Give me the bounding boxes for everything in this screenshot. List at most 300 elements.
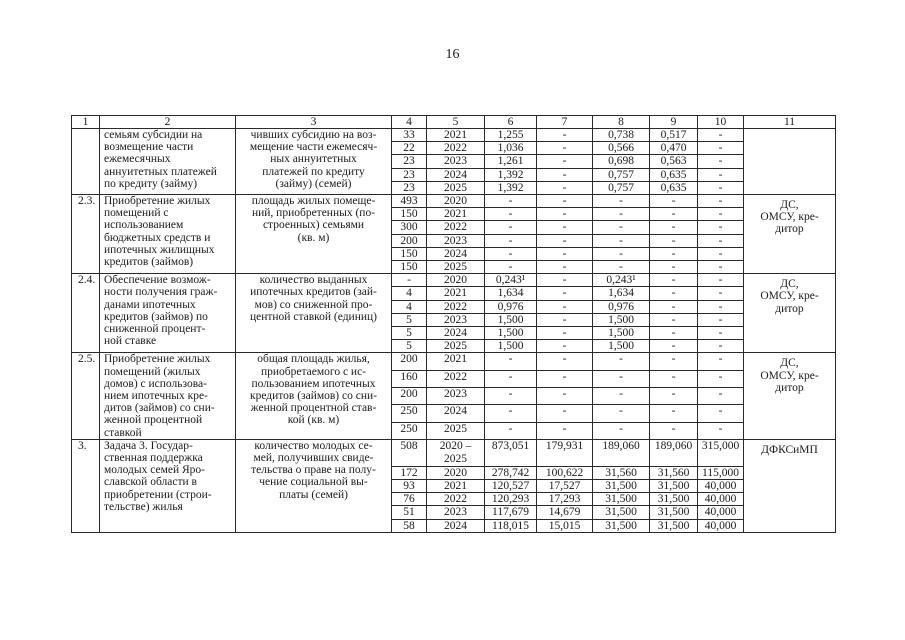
value-col6: - [485, 208, 537, 221]
indicator-name-line: (кв. м) [297, 231, 330, 244]
column-header-8: 8 [593, 116, 650, 129]
indicator-name-line: (займу) (семей) [275, 177, 352, 190]
year-col5: 2023 [427, 234, 485, 247]
value-col7: - [537, 142, 593, 155]
year-col5: 2020 – 2025 [427, 439, 485, 466]
value-col7: - [537, 405, 593, 422]
value-col8: - [593, 234, 650, 247]
value-col4: 250 [392, 422, 427, 439]
year-col5: 2020 [427, 195, 485, 208]
value-col9: - [650, 221, 698, 234]
value-col10: - [698, 155, 744, 168]
value-col7: - [537, 208, 593, 221]
value-col9: - [650, 300, 698, 313]
indicator-name-line: кой (кв. м) [287, 414, 340, 427]
value-col8: 0,698 [593, 155, 650, 168]
value-col4: 200 [392, 234, 427, 247]
value-col4: 51 [392, 506, 427, 519]
indicator-name-line: ипотечных кредитов (зай- [250, 286, 377, 299]
value-col6: - [485, 388, 537, 405]
value-col6: 117,679 [485, 506, 537, 519]
value-col8: 1,500 [593, 313, 650, 326]
value-col8: 0,976 [593, 300, 650, 313]
value-col6: 120,293 [485, 493, 537, 506]
value-col9: - [650, 422, 698, 439]
item-name-line: нием ипотечных кре- [104, 390, 208, 403]
indicator-name [236, 274, 392, 353]
value-col8: 31,500 [593, 506, 650, 519]
value-col4: 23 [392, 181, 427, 194]
value-col6: 1,392 [485, 181, 537, 194]
value-col8: 1,500 [593, 327, 650, 340]
item-name-line: ставкой [104, 426, 142, 439]
value-col10: - [698, 300, 744, 313]
item-name-line: славской области в [104, 476, 197, 489]
value-col7: 14,679 [537, 506, 593, 519]
value-col4: 250 [392, 405, 427, 422]
item-name-line: сниженной процент- [104, 323, 206, 336]
value-col6: 1,500 [485, 327, 537, 340]
value-col6: 120,527 [485, 480, 537, 493]
value-col8: - [593, 247, 650, 260]
executor [744, 439, 836, 532]
value-col7: - [537, 247, 593, 260]
executor-line: дитор [775, 302, 804, 315]
indicator-name [236, 439, 392, 532]
column-header-4: 4 [392, 116, 427, 129]
year-col5: 2023 [427, 388, 485, 405]
column-header-10: 10 [698, 116, 744, 129]
executor [744, 129, 836, 195]
indicator-name-line: чивших субсидию на воз- [250, 129, 377, 141]
value-col6: - [485, 370, 537, 387]
indicator-name-line: ний, приобретенных (по- [251, 207, 376, 220]
item-number: 2.5. [72, 353, 100, 439]
value-col9: - [650, 195, 698, 208]
value-col10: - [698, 234, 744, 247]
indicator-name-line: пользованием ипотечных [251, 377, 376, 390]
value-col8: - [593, 422, 650, 439]
year-col5: 2020 [427, 466, 485, 479]
value-col8: - [593, 208, 650, 221]
item-name-line: ственная поддержка [104, 452, 203, 465]
value-col6: - [485, 234, 537, 247]
value-col6: 1,036 [485, 142, 537, 155]
indicator-name-line: центной ставкой (единиц) [249, 310, 378, 323]
value-col10: 315,000 [698, 439, 744, 466]
indicator-name-line: мещение части ежемесяч- [249, 141, 378, 154]
value-col10: - [698, 287, 744, 300]
column-header-5: 5 [427, 116, 485, 129]
indicator-name-line: количество молодых се- [254, 439, 373, 452]
item-number: 2.3. [72, 195, 100, 274]
indicator-name-line: строенных) семьями [262, 219, 365, 232]
value-col4: 150 [392, 247, 427, 260]
value-col4: 23 [392, 155, 427, 168]
value-col8: 1,634 [593, 287, 650, 300]
value-col6: - [485, 422, 537, 439]
value-col4: 150 [392, 261, 427, 274]
item-name-line: помещений (жилых [104, 365, 201, 378]
year-col5: 2024 [427, 405, 485, 422]
column-header-1: 1 [72, 116, 100, 129]
value-col4: 300 [392, 221, 427, 234]
value-col4: 5 [392, 313, 427, 326]
item-name [100, 439, 236, 532]
column-header-2: 2 [100, 116, 236, 129]
indicator-name [236, 195, 392, 274]
value-col4: 76 [392, 493, 427, 506]
executor [744, 353, 836, 439]
table-row [72, 353, 836, 370]
value-col6: - [485, 221, 537, 234]
column-header-row [72, 116, 836, 129]
item-name-line: ной ставке [104, 335, 157, 348]
table-body [72, 116, 836, 533]
value-col4: 22 [392, 142, 427, 155]
value-col10: - [698, 422, 744, 439]
year-col5: 2022 [427, 493, 485, 506]
item-name-line: ипотечных жилищных [104, 243, 215, 256]
value-col7: - [537, 181, 593, 194]
value-col7: - [537, 155, 593, 168]
value-col9: - [650, 287, 698, 300]
value-col8: 31,500 [593, 519, 650, 532]
indicator-name-line: мей, получивших свиде- [253, 452, 374, 465]
item-name [100, 353, 236, 439]
indicator-name-line: общая площадь жилья, [257, 353, 370, 366]
value-col10: - [698, 261, 744, 274]
value-col10: - [698, 168, 744, 181]
item-name-line: домов) с использова- [104, 377, 207, 390]
item-name [100, 274, 236, 353]
value-col9: 31,500 [650, 493, 698, 506]
value-col9: - [650, 388, 698, 405]
value-col10: - [698, 142, 744, 155]
executor-line: ОМСУ, кре- [760, 211, 819, 224]
year-col5: 2022 [427, 300, 485, 313]
value-col8: 1,500 [593, 340, 650, 353]
value-col7: - [537, 300, 593, 313]
value-col6: - [485, 195, 537, 208]
value-col10: - [698, 274, 744, 287]
item-name-line: данами ипотечных [104, 298, 196, 311]
item-name-line: дитов (займов) со сни- [104, 402, 215, 415]
value-col9: 189,060 [650, 439, 698, 466]
year-col5: 2022 [427, 221, 485, 234]
value-col6: 873,051 [485, 439, 537, 466]
value-col9: - [650, 405, 698, 422]
value-col7: - [537, 234, 593, 247]
value-col6: 278,742 [485, 466, 537, 479]
value-col6: 0,976 [485, 300, 537, 313]
value-col10: - [698, 370, 744, 387]
value-col9: 31,500 [650, 480, 698, 493]
year-col5: 2021 [427, 208, 485, 221]
value-col7: - [537, 287, 593, 300]
value-col7: 17,293 [537, 493, 593, 506]
item-name-line: молодых семей Яро- [104, 464, 205, 477]
value-col7: - [537, 370, 593, 387]
value-col4: 5 [392, 340, 427, 353]
item-name-line: по кредиту (займу) [104, 177, 198, 190]
value-col7: - [537, 274, 593, 287]
item-name-line: ежемесячных [104, 153, 171, 166]
value-col4: 23 [392, 168, 427, 181]
value-col7: 17,527 [537, 480, 593, 493]
value-col9: 0,635 [650, 181, 698, 194]
value-col4: 508 [392, 439, 427, 466]
value-col9: - [650, 234, 698, 247]
value-col8: 189,060 [593, 439, 650, 466]
executor [744, 195, 836, 274]
value-col6: 1,261 [485, 155, 537, 168]
item-name-line: кредитов (займов) по [104, 310, 208, 323]
executor-line: ДФКСиМП [761, 443, 818, 456]
value-col4: 33 [392, 129, 427, 142]
value-col6: 1,500 [485, 313, 537, 326]
value-col8: - [593, 353, 650, 370]
year-col5: 2025 [427, 340, 485, 353]
item-name-line: Приобретение жилых [104, 195, 211, 208]
value-col6: 0,243¹ [485, 274, 537, 287]
item-name-line: аннуитетных платежей [104, 165, 217, 178]
executor-line: ОМСУ, кре- [760, 290, 819, 303]
item-number: 2.4. [72, 274, 100, 353]
value-col7: 179,931 [537, 439, 593, 466]
value-col4: 5 [392, 327, 427, 340]
value-col8: 31,500 [593, 493, 650, 506]
year-col5: 2025 [427, 261, 485, 274]
year-col5: 2024 [427, 327, 485, 340]
value-col7: - [537, 221, 593, 234]
executor-line: ДС, [780, 199, 799, 212]
executor-line: дитор [775, 381, 804, 394]
value-col4: 160 [392, 370, 427, 387]
value-col4: 200 [392, 353, 427, 370]
value-col7: - [537, 195, 593, 208]
value-col4: 4 [392, 300, 427, 313]
value-col8: 0,738 [593, 129, 650, 142]
indicator-name [236, 353, 392, 439]
value-col4: 58 [392, 519, 427, 532]
executor-line: ДС, [780, 278, 799, 291]
value-col9: 0,517 [650, 129, 698, 142]
value-col7: - [537, 340, 593, 353]
year-col5: 2023 [427, 155, 485, 168]
value-col6: 1,500 [485, 340, 537, 353]
value-col6: 1,392 [485, 168, 537, 181]
column-header-7: 7 [537, 116, 593, 129]
value-col10: - [698, 313, 744, 326]
value-col6: - [485, 261, 537, 274]
year-col5: 2021 [427, 129, 485, 142]
year-col5: 2024 [427, 247, 485, 260]
table-row [72, 439, 836, 466]
value-col4: 172 [392, 466, 427, 479]
indicator-name-line: количество выданных [259, 274, 368, 287]
item-number [72, 129, 100, 195]
executor [744, 274, 836, 353]
item-name-line: ности получения граж- [104, 286, 218, 299]
value-col10: 40,000 [698, 480, 744, 493]
value-col8: - [593, 221, 650, 234]
indicator-name-line: платы (семей) [279, 488, 348, 501]
column-header-3: 3 [236, 116, 392, 129]
value-col10: - [698, 388, 744, 405]
year-col5: 2022 [427, 142, 485, 155]
column-header-11: 11 [744, 116, 836, 129]
value-col10: - [698, 181, 744, 194]
value-col9: 31,500 [650, 519, 698, 532]
item-name-line: использованием [104, 219, 184, 232]
value-col9: - [650, 353, 698, 370]
item-name-line: Задача 3. Государ- [104, 439, 193, 452]
value-col8: 0,757 [593, 168, 650, 181]
executor-line: дитор [775, 223, 804, 236]
value-col7: 15,015 [537, 519, 593, 532]
value-col9: - [650, 247, 698, 260]
item-name-line: Приобретение жилых [104, 353, 211, 366]
value-col4: 150 [392, 208, 427, 221]
year-col5: 2025 [427, 422, 485, 439]
value-col6: 1,634 [485, 287, 537, 300]
item-name-line: помещений с [104, 207, 169, 220]
value-col10: - [698, 208, 744, 221]
year-col5: 2021 [427, 287, 485, 300]
value-col9: - [650, 274, 698, 287]
item-number: 3. [72, 439, 100, 532]
value-col7: - [537, 388, 593, 405]
year-col5: 2022 [427, 370, 485, 387]
value-col10: 40,000 [698, 506, 744, 519]
value-col10: - [698, 353, 744, 370]
value-col7: - [537, 353, 593, 370]
table-row [72, 195, 836, 208]
item-name-line: приобретении (строи- [104, 488, 212, 501]
table-row [72, 129, 836, 142]
indicator-name-line: женной процентной став- [250, 402, 377, 415]
indicator-name-line: платежей по кредиту [262, 165, 365, 178]
value-col6: - [485, 247, 537, 260]
value-col4: 93 [392, 480, 427, 493]
value-col6: - [485, 405, 537, 422]
data-table [71, 115, 836, 533]
value-col10: - [698, 340, 744, 353]
value-col8: - [593, 195, 650, 208]
value-col10: - [698, 405, 744, 422]
item-name [100, 129, 236, 195]
value-col10: - [698, 195, 744, 208]
value-col8: 0,243¹ [593, 274, 650, 287]
value-col8: 31,500 [593, 480, 650, 493]
value-col7: - [537, 129, 593, 142]
item-name-line: семьям субсидии на [104, 129, 203, 141]
year-col5: 2021 [427, 480, 485, 493]
item-name-line: кредитов (займов) [104, 256, 194, 269]
page-number: 16 [445, 47, 460, 62]
value-col10: - [698, 327, 744, 340]
value-col10: 40,000 [698, 519, 744, 532]
item-name-line: бюджетных средств и [104, 231, 211, 244]
value-col9: 31,560 [650, 466, 698, 479]
value-col9: - [650, 327, 698, 340]
value-col10: - [698, 221, 744, 234]
value-col8: 0,566 [593, 142, 650, 155]
value-col9: - [650, 313, 698, 326]
value-col10: - [698, 247, 744, 260]
value-col7: - [537, 327, 593, 340]
value-col8: 31,560 [593, 466, 650, 479]
column-header-9: 9 [650, 116, 698, 129]
value-col10: 115,000 [698, 466, 744, 479]
item-name-line: Обеспечение возмож- [104, 274, 211, 287]
value-col9: - [650, 208, 698, 221]
year-col5: 2024 [427, 168, 485, 181]
value-col7: - [537, 261, 593, 274]
item-name-line: возмещение части [104, 141, 194, 154]
item-name-line: тельстве) жилья [104, 500, 183, 513]
column-header-6: 6 [485, 116, 537, 129]
value-col8: 0,757 [593, 181, 650, 194]
indicator-name-line: тельства о праве на полу- [251, 464, 376, 477]
value-col9: - [650, 261, 698, 274]
value-col6: 1,255 [485, 129, 537, 142]
value-col6: - [485, 353, 537, 370]
indicator-name-line: мов) со сниженной про- [254, 298, 373, 311]
item-name-line: женной процентной [104, 414, 203, 427]
indicator-name-line: чение социальной вы- [259, 476, 368, 489]
indicator-name-line: приобретаемого с ис- [260, 365, 367, 378]
indicator-name-line: площадь жилых помеще- [251, 195, 376, 208]
item-name [100, 195, 236, 274]
value-col7: - [537, 422, 593, 439]
value-col8: - [593, 261, 650, 274]
table-row [72, 274, 836, 287]
value-col9: - [650, 370, 698, 387]
indicator-name-line: кредитов (займов) со сни- [250, 390, 377, 403]
value-col10: - [698, 129, 744, 142]
value-col4: 493 [392, 195, 427, 208]
year-col5: 2025 [427, 181, 485, 194]
value-col9: 31,500 [650, 506, 698, 519]
indicator-name-line: ных аннуитетных [270, 153, 357, 166]
year-col5: 2023 [427, 506, 485, 519]
value-col7: 100,622 [537, 466, 593, 479]
value-col4: 200 [392, 388, 427, 405]
year-col5: 2020 [427, 274, 485, 287]
value-col9: 0,563 [650, 155, 698, 168]
value-col8: - [593, 370, 650, 387]
executor-line: ДС, [780, 357, 799, 370]
indicator-name [236, 129, 392, 195]
value-col9: 0,470 [650, 142, 698, 155]
year-col5: 2024 [427, 519, 485, 532]
value-col8: - [593, 405, 650, 422]
year-col5: 2023 [427, 313, 485, 326]
value-col9: - [650, 340, 698, 353]
value-col7: - [537, 168, 593, 181]
value-col4: 4 [392, 287, 427, 300]
value-col10: 40,000 [698, 493, 744, 506]
value-col7: - [537, 313, 593, 326]
value-col4: - [392, 274, 427, 287]
year-col5: 2021 [427, 353, 485, 370]
value-col8: - [593, 388, 650, 405]
value-col6: 118,015 [485, 519, 537, 532]
value-col9: 0,635 [650, 168, 698, 181]
executor-line: ОМСУ, кре- [760, 369, 819, 382]
